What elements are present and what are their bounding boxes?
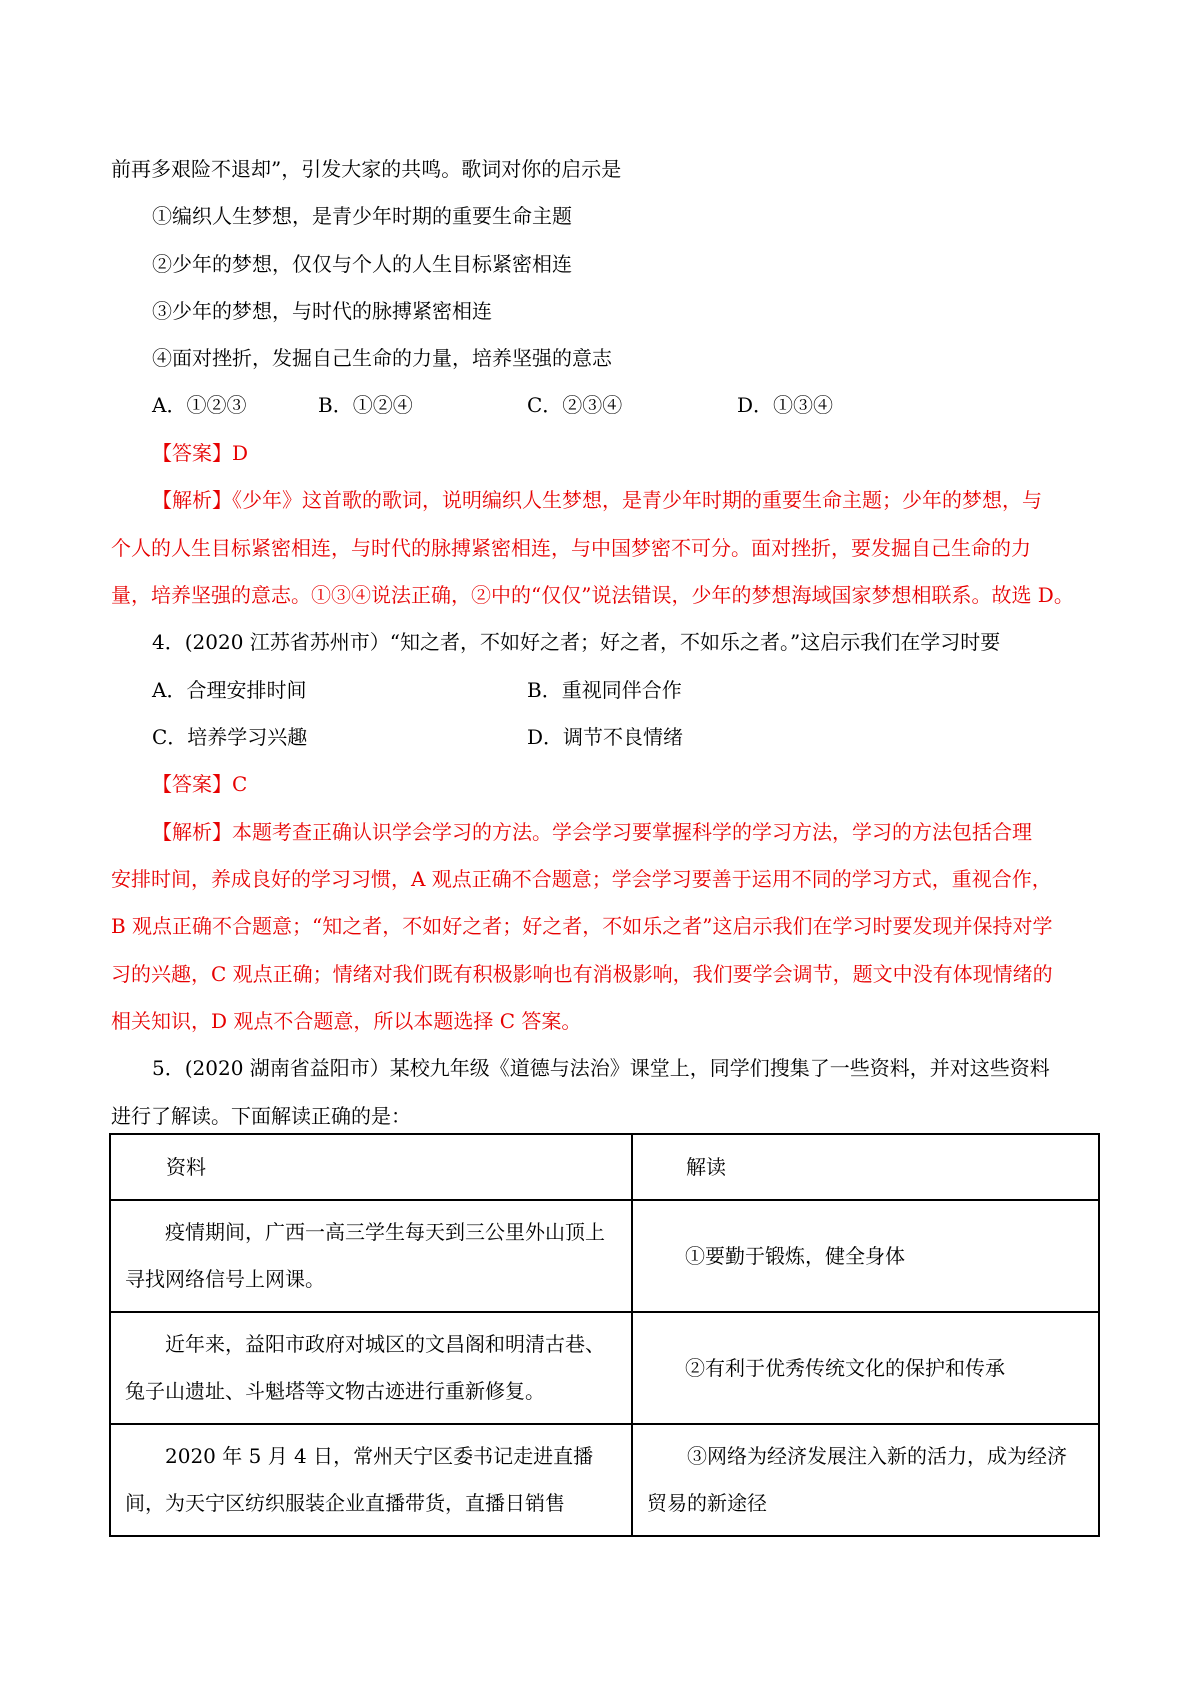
q3-analysis-line: 【解析】《少年》这首歌的歌词，说明编织人生梦想，是青少年时期的重要生命主题；少年的梦想，与	[152, 488, 1042, 512]
reading-text: ②有利于优秀传统文化的保护和传承	[685, 1356, 1005, 1380]
table-row	[110, 1312, 1099, 1424]
reading-cell	[632, 1312, 1099, 1424]
material-text: 疫情期间，广西一高三学生每天到三公里外山顶上寻找网络信号上网课。	[125, 1220, 605, 1291]
materials-table	[109, 1133, 1100, 1537]
statement-2: ②少年的梦想，仅仅与个人的人生目标紧密相连	[152, 252, 572, 276]
header-reading-label: 解读	[686, 1155, 726, 1179]
reading-cell	[632, 1200, 1099, 1312]
reading-text: ①要勤于锻炼，健全身体	[685, 1244, 905, 1268]
q3-option-c: C．②③④	[527, 393, 623, 417]
statement-4: ④面对挫折，发掘自己生命的力量，培养坚强的意志	[152, 346, 612, 370]
statement-3: ③少年的梦想，与时代的脉搏紧密相连	[152, 299, 492, 323]
q3-analysis-line: 个人的人生目标紧密相连，与时代的脉搏紧密相连，与中国梦密不可分。面对挫折，要发掘自己生命的力	[111, 536, 1031, 560]
statement-1: ①编织人生梦想，是青少年时期的重要生命主题	[152, 204, 572, 228]
header-cell-material	[110, 1134, 632, 1200]
q3-answer: 【答案】D	[152, 441, 249, 465]
q5-stem-line: 进行了解读。下面解读正确的是：	[111, 1104, 411, 1128]
q4-option-c: C．培养学习兴趣	[152, 725, 308, 749]
header-material-label: 资料	[166, 1155, 206, 1179]
table-header-row	[110, 1134, 1099, 1200]
q4-option-a: A．合理安排时间	[152, 678, 307, 702]
q4-analysis-line: 相关知识，D 观点不合题意，所以本题选择 C 答案。	[111, 1009, 582, 1033]
material-cell	[110, 1200, 632, 1312]
q3-option-d: D．①③④	[737, 393, 834, 417]
reading-cell	[632, 1424, 1099, 1536]
q5-stem-line: 5．(2020 湖南省益阳市）某校九年级《道德与法治》课堂上，同学们搜集了一些资料，并对这些资料	[152, 1056, 1050, 1080]
q4-answer: 【答案】C	[152, 772, 248, 796]
material-text: 近年来，益阳市政府对城区的文昌阁和明清古巷、兔子山遗址、斗魁塔等文物古迹进行重新修复。	[125, 1332, 605, 1403]
q3-analysis-line: 量，培养坚强的意志。①③④说法正确，②中的“仅仅”说法错误，少年的梦想海域国家梦想相联系。故选 D。	[111, 583, 1074, 607]
intro-text: 前再多艰险不退却”，引发大家的共鸣。歌词对你的启示是	[111, 157, 622, 181]
reading-text: ③网络为经济发展注入新的活力，成为经济贸易的新途径	[647, 1444, 1067, 1515]
q3-option-a: A．①②③	[152, 393, 247, 417]
q4-option-d: D．调节不良情绪	[527, 725, 684, 749]
material-text: 2020 年 5 月 4 日，常州天宁区委书记走进直播间，为天宁区纺织服装企业直播带货，直播日销售	[125, 1444, 594, 1515]
material-cell	[110, 1424, 632, 1536]
q4-analysis-line: 习的兴趣，C 观点正确；情绪对我们既有积极影响也有消极影响，我们要学会调节，题文中没有体现情绪的	[111, 962, 1053, 986]
q3-option-b: B．①②④	[318, 393, 413, 417]
q4-stem: 4．(2020 江苏省苏州市）“知之者，不如好之者；好之者，不如乐之者。”这启示我们在学习时要	[152, 630, 1001, 654]
header-cell-reading	[632, 1134, 1099, 1200]
material-cell	[110, 1312, 632, 1424]
q4-analysis-line: 【解析】本题考查正确认识学会学习的方法。学会学习要掌握科学的学习方法，学习的方法包括合理	[152, 820, 1032, 844]
q4-option-b: B．重视同伴合作	[527, 678, 682, 702]
table-row	[110, 1200, 1099, 1312]
q4-analysis-line: 安排时间，养成良好的学习习惯，A 观点正确不合题意；学会学习要善于运用不同的学习方式，重视合作，	[111, 867, 1052, 891]
table-row	[110, 1424, 1099, 1536]
q4-analysis-line: B 观点正确不合题意；“知之者，不如好之者；好之者，不如乐之者”这启示我们在学习时要发现并保持对学	[111, 914, 1053, 938]
